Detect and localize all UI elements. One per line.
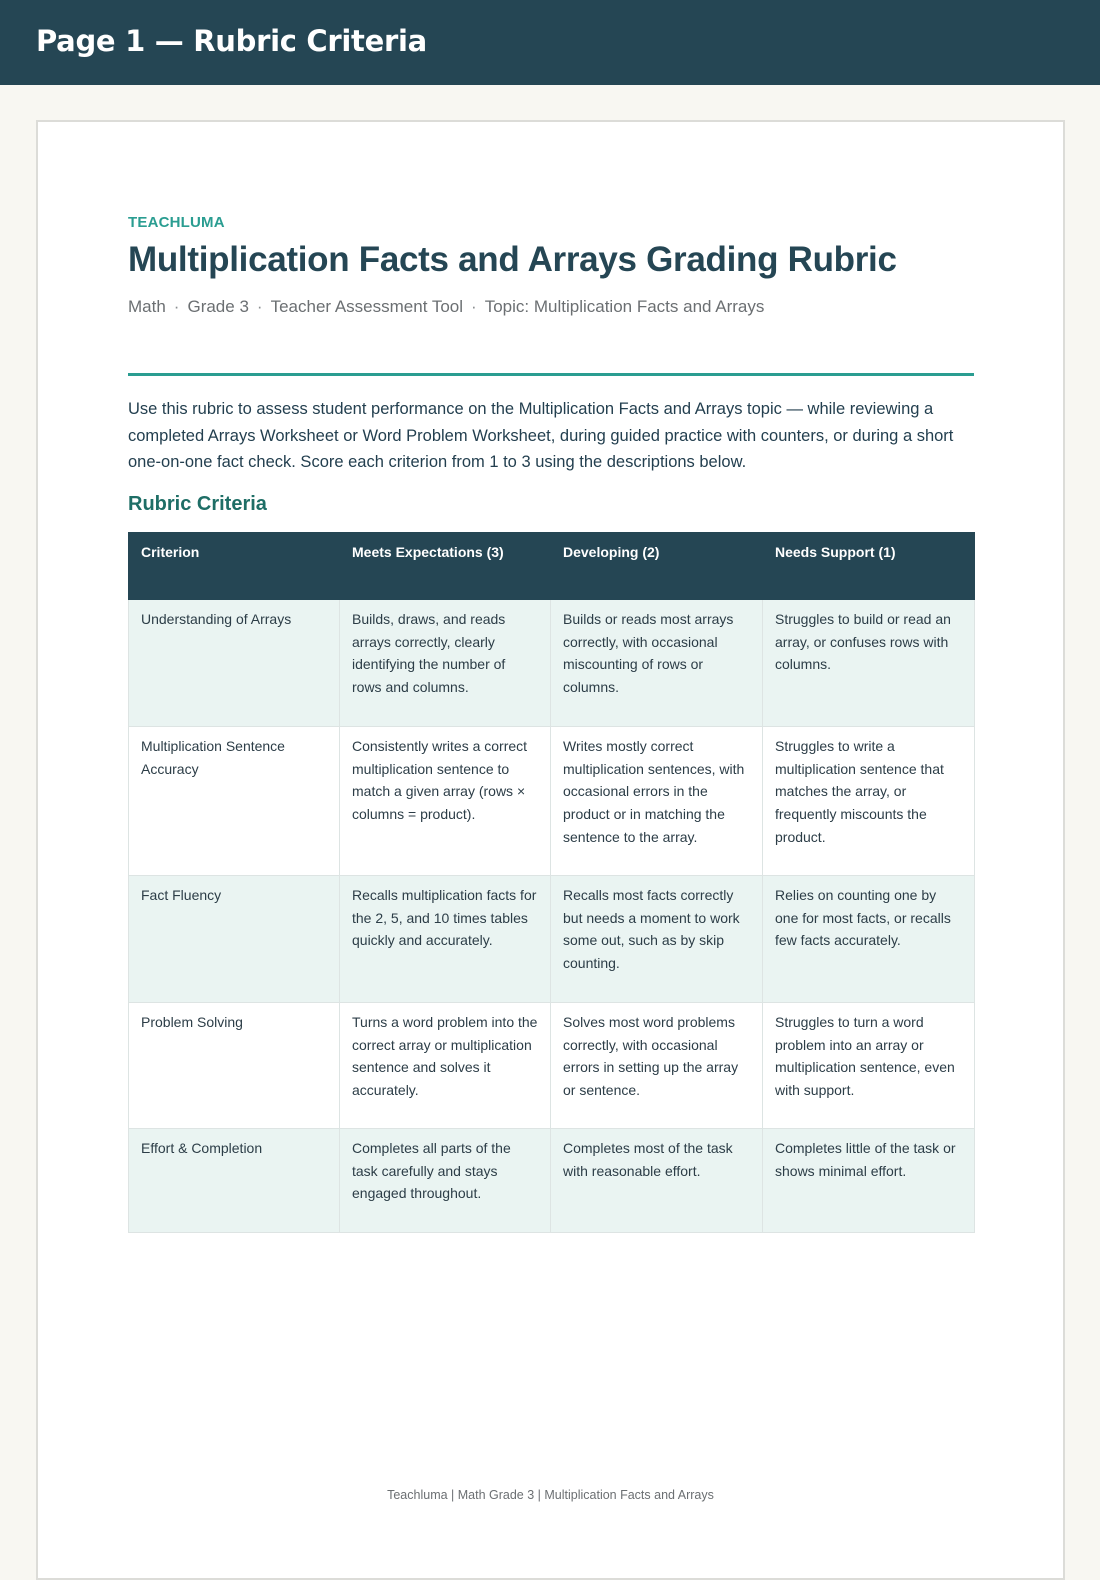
- meta-subject: Math: [128, 297, 166, 316]
- page-heading: Page 1 — Rubric Criteria: [36, 23, 427, 58]
- meta-grade: Grade 3: [187, 297, 249, 316]
- table-row: [129, 1003, 975, 1129]
- title-divider: [128, 373, 974, 376]
- section-title: Rubric Criteria: [128, 493, 267, 515]
- intro-paragraph: Use this rubric to assess student performance on the Multiplication Facts and Arrays topic — while reviewing a completed Arrays Worksheet or Word Problem Worksheet, during guided practice with counters, or during a short one-on-one fact check. Score each criterion from 1 to 3 using the descriptions below.: [128, 400, 954, 471]
- meta-tool: Teacher Assessment Tool: [270, 297, 464, 316]
- meets-cell: Consistently writes a correct multiplication sentence to match a given array (rows × columns = product).: [340, 727, 551, 876]
- document-page: [36, 120, 1065, 1580]
- developing-cell: Writes mostly correct multiplication sentences, with occasional errors in the product or in matching the sentence to the array.: [551, 727, 763, 876]
- document-title: Multiplication Facts and Arrays Grading Rubric: [128, 240, 897, 279]
- developing-cell: Solves most word problems correctly, with occasional errors in setting up the array or sentence.: [551, 1003, 763, 1129]
- meets-cell: Recalls multiplication facts for the 2, 5, and 10 times tables quickly and accurately.: [340, 876, 551, 1003]
- developing-cell: Builds or reads most arrays correctly, with occasional miscounting of rows or columns.: [551, 600, 763, 727]
- meta-separator: ·: [256, 297, 263, 316]
- needs-support-cell: Struggles to write a multiplication sentence that matches the array, or frequently miscounts the product.: [763, 727, 975, 876]
- rubric-table: [128, 532, 975, 1233]
- criterion-cell: Fact Fluency: [129, 876, 340, 1003]
- needs-support-cell: Struggles to turn a word problem into an array or multiplication sentence, even with support.: [763, 1003, 975, 1129]
- table-row: [129, 876, 975, 1003]
- criterion-cell: Effort & Completion: [129, 1129, 340, 1233]
- page-footer: Teachluma | Math Grade 3 | Multiplication Facts and Arrays: [387, 1488, 714, 1502]
- criterion-cell: Problem Solving: [129, 1003, 340, 1129]
- table-row: [129, 727, 975, 876]
- header-needs-support: Needs Support (1): [763, 533, 975, 600]
- meta-separator: ·: [173, 297, 180, 316]
- developing-cell: Completes most of the task with reasonable effort.: [551, 1129, 763, 1233]
- developing-cell: Recalls most facts correctly but needs a moment to work some out, such as by skip counting.: [551, 876, 763, 1003]
- needs-support-cell: Relies on counting one by one for most facts, or recalls few facts accurately.: [763, 876, 975, 1003]
- meets-cell: Builds, draws, and reads arrays correctly, clearly identifying the number of rows and columns.: [340, 600, 551, 727]
- table-row: [129, 600, 975, 727]
- table-row: [129, 1129, 975, 1233]
- criterion-cell: Understanding of Arrays: [129, 600, 340, 727]
- needs-support-cell: Struggles to build or read an array, or confuses rows with columns.: [763, 600, 975, 727]
- header-developing: Developing (2): [551, 533, 763, 600]
- meets-cell: Turns a word problem into the correct array or multiplication sentence and solves it accurately.: [340, 1003, 551, 1129]
- brand-label: TEACHLUMA: [128, 214, 225, 231]
- criterion-cell: Multiplication Sentence Accuracy: [129, 727, 340, 876]
- meta-topic: Topic: Multiplication Facts and Arrays: [484, 297, 765, 316]
- document-meta: [128, 297, 764, 317]
- header-meets-expectations: Meets Expectations (3): [340, 533, 551, 600]
- rubric-header-row: [129, 533, 975, 600]
- header-criterion: Criterion: [129, 533, 340, 600]
- meta-separator: ·: [471, 297, 477, 316]
- top-header-bar: [0, 0, 1100, 85]
- meets-cell: Completes all parts of the task carefully and stays engaged throughout.: [340, 1129, 551, 1233]
- needs-support-cell: Completes little of the task or shows minimal effort.: [763, 1129, 975, 1233]
